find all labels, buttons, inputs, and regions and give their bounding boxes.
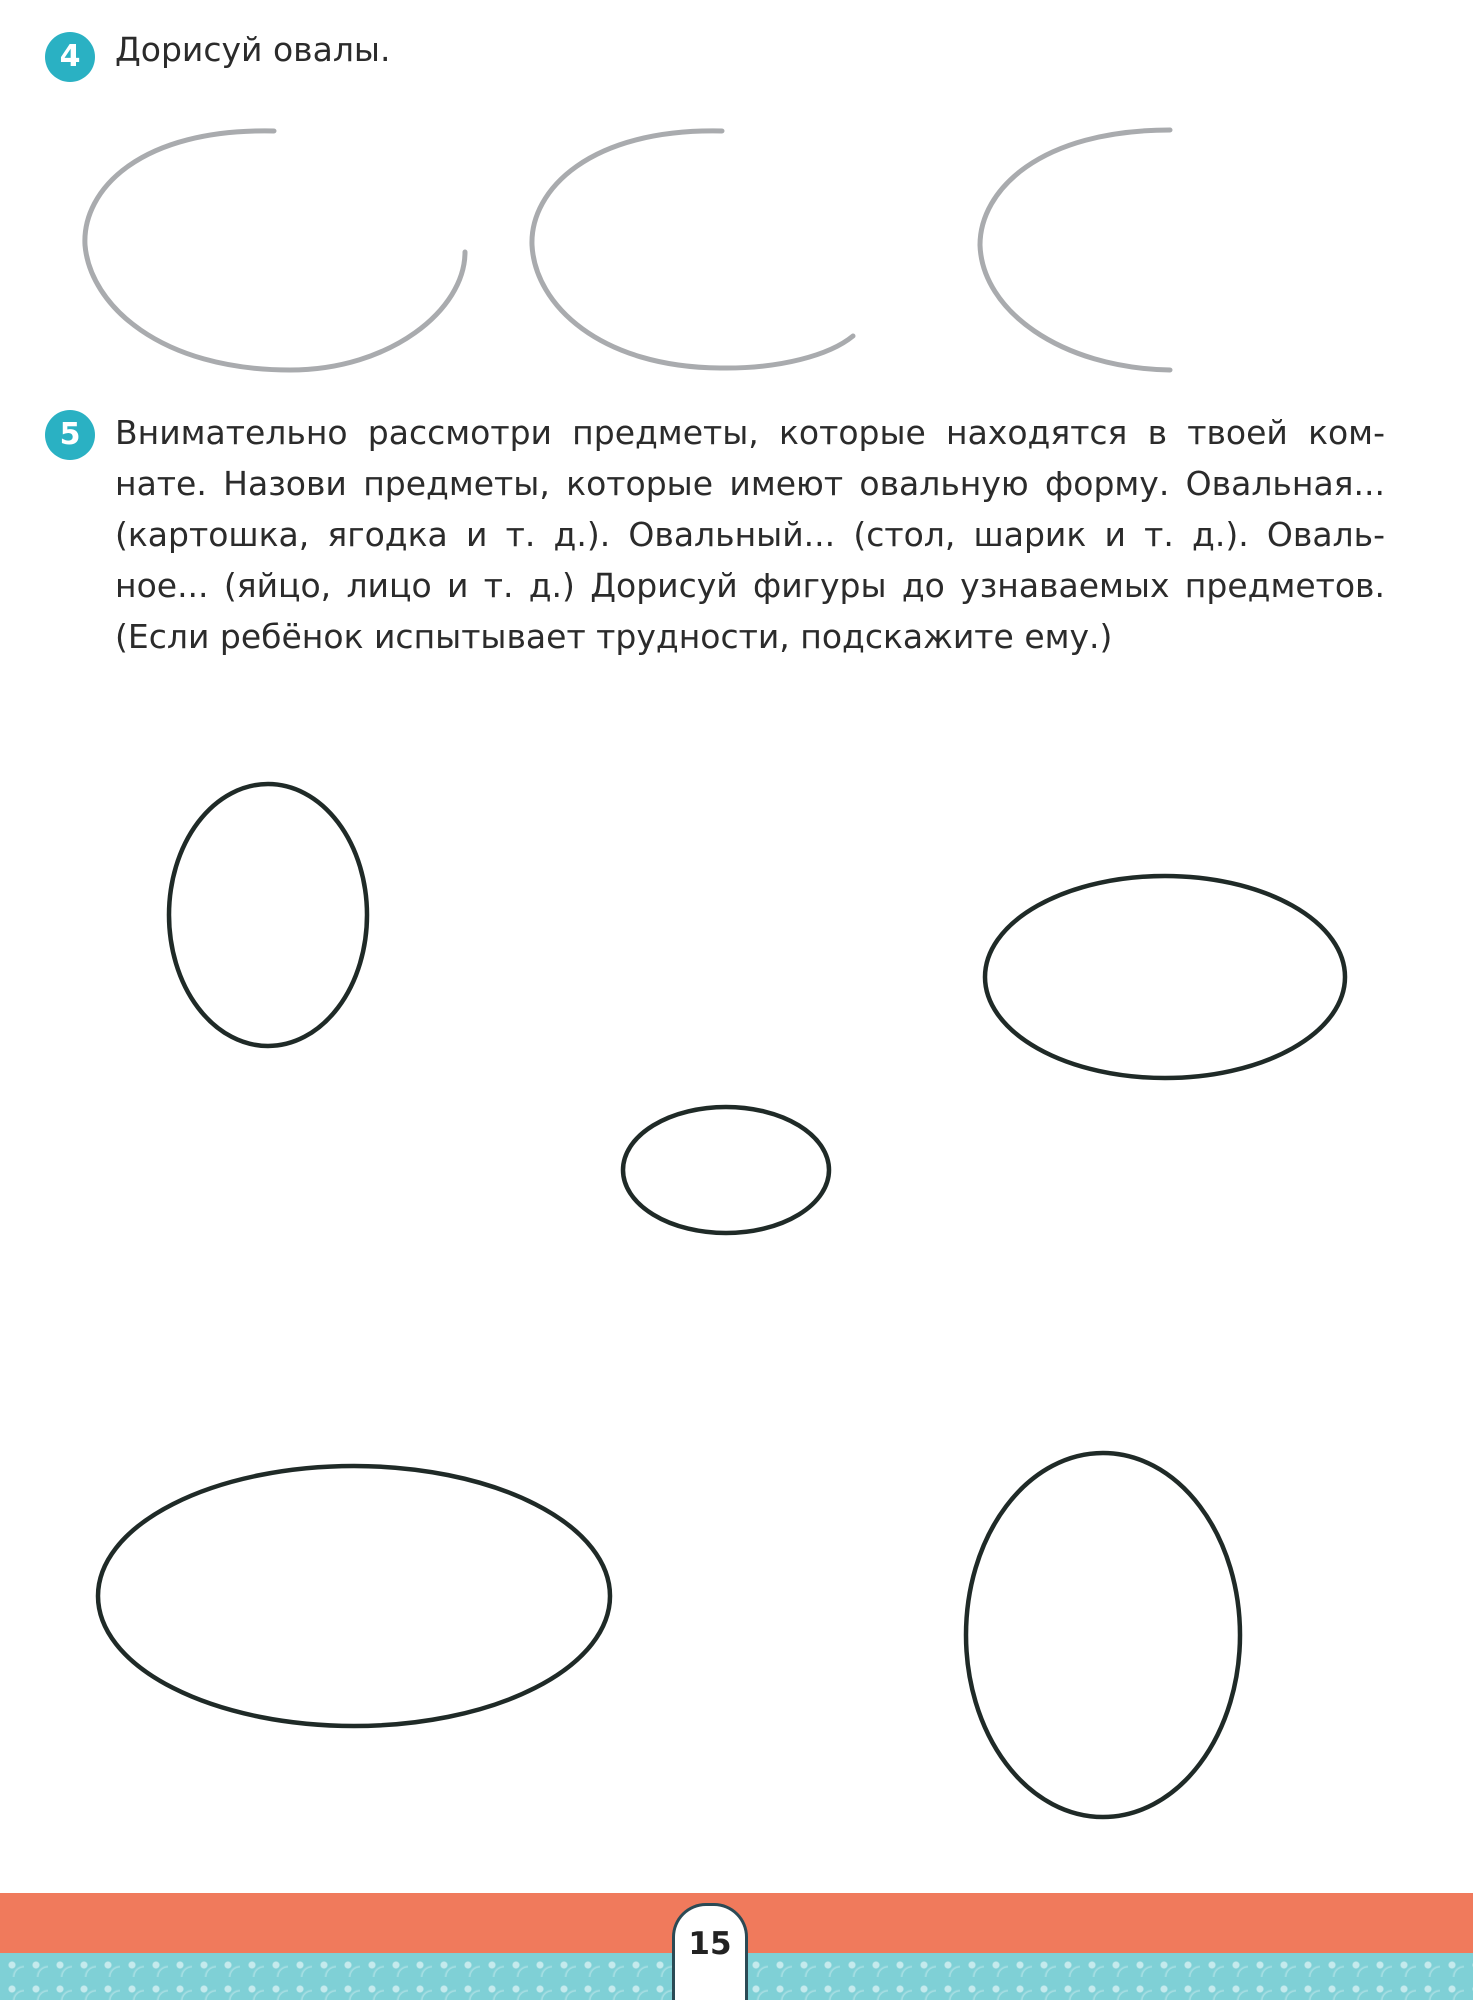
page-number: 15 — [688, 1926, 732, 1962]
page-number-tab — [672, 1903, 748, 2000]
task-5-line-4: ное... (яйцо, лицо и т. д.) Дорисуй фигуры до узнаваемых предметов. — [115, 566, 1385, 605]
task-5-line-3: (картошка, ягодка и т. д.). Овальный... (стол, шарик и т. д.). Оваль- — [115, 515, 1385, 554]
task-5-number-badge: 5 — [45, 410, 95, 460]
oval-tall-right — [966, 1453, 1240, 1817]
task-5-line-5: (Если ребёнок испытывает трудности, подскажите ему.) — [115, 617, 1113, 656]
oval-wide-right — [985, 876, 1345, 1078]
task-5-line-1: Внимательно рассмотри предметы, которые находятся в твоей ком- — [115, 413, 1385, 452]
oval-tall-left — [169, 784, 367, 1046]
oval-large-left — [98, 1466, 610, 1726]
task-5-line-2: нате. Назови предметы, которые имеют овальную форму. Овальная... — [115, 464, 1385, 503]
task-4-instruction: Дорисуй овалы. — [115, 30, 391, 69]
oval-small-center — [623, 1107, 829, 1233]
task-4-number-badge: 4 — [45, 32, 95, 82]
